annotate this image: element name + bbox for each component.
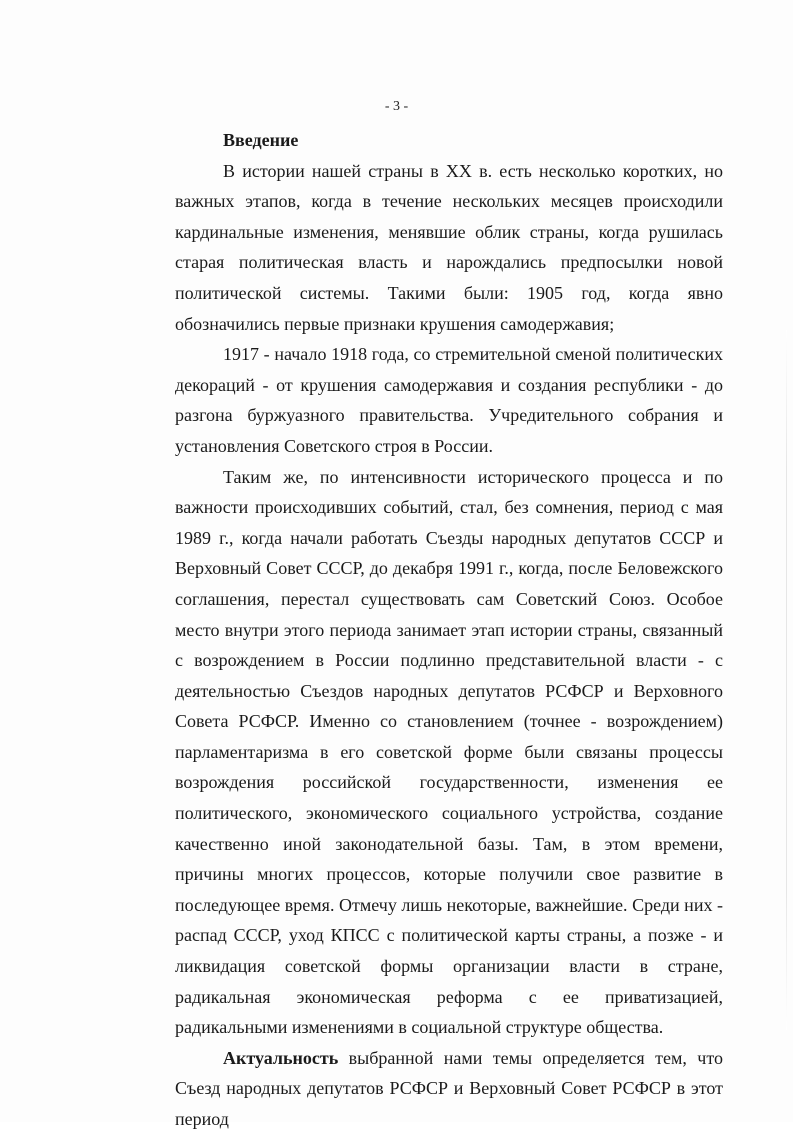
page-number: - 3 - xyxy=(384,99,409,114)
section-heading: Введение xyxy=(223,130,299,150)
paragraph-4 xyxy=(175,1043,723,1135)
paragraph-2: 1917 - начало 1918 года, со стремительной сменой политических декораций - от крушения самодержавия и создания республики - до разгона буржуазного правительства. Учредительного собрания и установления Советского строя в России. xyxy=(175,344,723,456)
paragraph-3: Таким же, по интенсивности исторического процесса и по важности происходивших событий, стал, без сомнения, период с мая 1989 г., когда начали работать Съезды народных депутатов СССР и Верховный Совет СССР, до декабря 1991 г., когда, после Беловежского соглашения, перестал существовать сам Советский Союз. Особое место внутри этого периода занимает этап истории страны, связанный с возрождением в России подлинно представительной власти - с деятельностью Съездов народных депутатов РСФСР и Верховного Совета РСФСР. Именно со становлением (точнее - возрождением) парламентаризма в его советской форме были связаны процессы возрождения российской государственности, изменения ее политического, экономического социального устройства, создание качественно иной законодательной базы. Там, в этом времени, причины многих процессов, которые получили свое развитие в последующее время. Отмечу лишь некоторые, важнейшие. Среди них - распад СССР, уход КПСС с политической карты страны, а позже - и ликвидация советской формы организации власти в стране, радикальная экономическая реформа с ее приватизацией, радикальными изменениями в социальной структуре общества. xyxy=(175,466,723,1038)
paragraph-4-lead: Актуальность xyxy=(223,1047,339,1068)
document-body xyxy=(175,125,723,1135)
paragraph-1: В истории нашей страны в XX в. есть несколько коротких, но важных этапов, когда в течение нескольких месяцев происходили кардинальные изменения, менявшие облик страны, когда рушилась старая политическая власть и нарождались предпосылки новой политической системы. Такими были: 1905 год, когда явно обозначились первые признаки крушения самодержавия; xyxy=(175,160,723,334)
paragraph-4-text: выбранной нами темы определяется тем, что Съезд народных депутатов РСФСР и Верховный Совет РСФСР в этот период xyxy=(175,1047,723,1129)
scan-edge-line xyxy=(786,330,787,1030)
